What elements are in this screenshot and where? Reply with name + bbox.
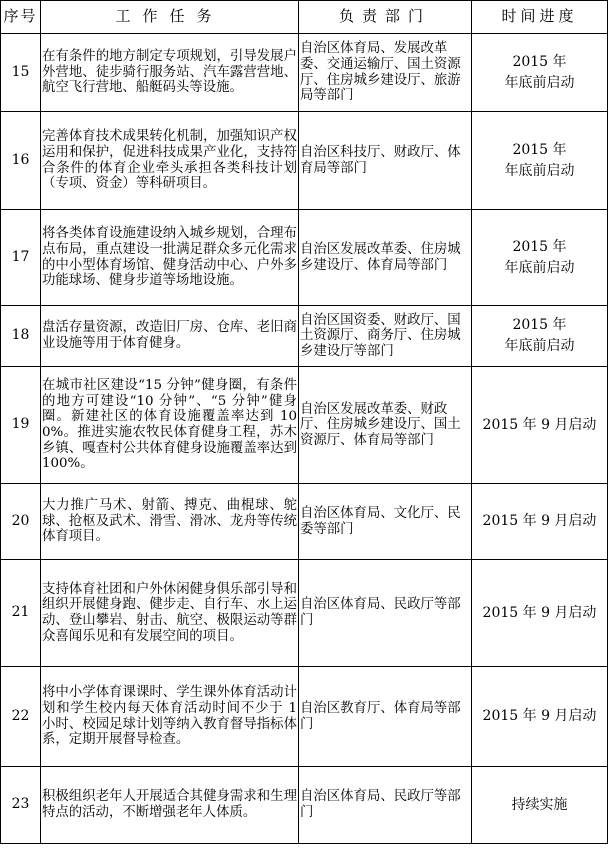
row-number: 17 bbox=[1, 210, 41, 306]
row-number: 19 bbox=[1, 367, 41, 484]
row-schedule: 2015 年 年底前启动 bbox=[472, 112, 608, 210]
table-header-row bbox=[1, 1, 608, 34]
row-schedule: 2015 年 9 月启动 bbox=[472, 367, 608, 484]
row-number: 22 bbox=[1, 667, 41, 767]
row-department: 自治区教育厅、体育局等部门 bbox=[299, 667, 472, 767]
row-number: 15 bbox=[1, 34, 41, 112]
row-task: 完善体育技术成果转化机制，加强知识产权运用和保护，促进科技成果产业化，支持符合条件的体育企业牵头承担各类科技计划（专项、资金）等科研项目。 bbox=[41, 112, 299, 210]
row-schedule: 2015 年 年底前启动 bbox=[472, 306, 608, 367]
row-number: 21 bbox=[1, 560, 41, 667]
table-row bbox=[1, 560, 608, 667]
row-department: 自治区发展改革委、住房城乡建设厅、体育局等部门 bbox=[299, 210, 472, 306]
table-row bbox=[1, 112, 608, 210]
table-row bbox=[1, 367, 608, 484]
table-row bbox=[1, 306, 608, 367]
row-department: 自治区体育局、发展改革委、交通运输厅、国土资源厅、住房城乡建设厅、旅游局等部门 bbox=[299, 34, 472, 112]
row-task: 支持体育社团和户外休闲健身俱乐部引导和组织开展健身跑、健步走、自行车、水上运动、登山攀岩、射击、航空、极限运动等群众喜闻乐见和有发展空间的项目。 bbox=[41, 560, 299, 667]
table-row bbox=[1, 210, 608, 306]
header-number: 序号 bbox=[1, 1, 41, 34]
row-department: 自治区科技厅、财政厅、体育局等部门 bbox=[299, 112, 472, 210]
row-schedule: 持续实施 bbox=[472, 767, 608, 844]
header-schedule: 时间进度 bbox=[472, 1, 608, 34]
row-task: 在有条件的地方制定专项规划，引导发展户外营地、徒步骑行服务站、汽车露营营地、航空飞行营地、船艇码头等设施。 bbox=[41, 34, 299, 112]
row-department: 自治区体育局、文化厅、民委等部门 bbox=[299, 484, 472, 560]
row-number: 18 bbox=[1, 306, 41, 367]
table-row bbox=[1, 767, 608, 844]
row-schedule: 2015 年 9 月启动 bbox=[472, 484, 608, 560]
row-department: 自治区体育局、民政厅等部门 bbox=[299, 560, 472, 667]
row-schedule: 2015 年 9 月启动 bbox=[472, 667, 608, 767]
table-row bbox=[1, 667, 608, 767]
row-department: 自治区发展改革委、财政厅、住房城乡建设厅、国土资源厅、体育局等部门 bbox=[299, 367, 472, 484]
header-task: 工作任务 bbox=[41, 1, 299, 34]
row-number: 16 bbox=[1, 112, 41, 210]
row-schedule: 2015 年 年底前启动 bbox=[472, 34, 608, 112]
row-task: 盘活存量资源，改造旧厂房、仓库、老旧商业设施等用于体育健身。 bbox=[41, 306, 299, 367]
row-task: 将中小学体育课课时、学生课外体育活动计划和学生校内每天体育活动时间不少于 1 小时、校园足球计划等纳入教育督导指标体系，定期开展督导检查。 bbox=[41, 667, 299, 767]
row-task: 积极组织老年人开展适合其健身需求和生理特点的活动，不断增强老年人体质。 bbox=[41, 767, 299, 844]
row-task: 大力推广马术、射箭、搏克、曲棍球、鸵球、抢枢及武术、滑雪、滑冰、龙舟等传统体育项目。 bbox=[41, 484, 299, 560]
row-number: 20 bbox=[1, 484, 41, 560]
row-schedule: 2015 年 9 月启动 bbox=[472, 560, 608, 667]
row-task: 将各类体育设施建设纳入城乡规划，合理布点布局，重点建设一批满足群众多元化需求的中小型体育场馆、健身活动中心、户外多功能球场、健身步道等场地设施。 bbox=[41, 210, 299, 306]
row-task: 在城市社区建设“15 分钟”健身圈，有条件的地方可建设“10 分钟”、“5 分钟”健身圈。新建社区的体育设施覆盖率达到 100%。推进实施农牧民体育健身工程，苏木乡镇、嘎查村公共体育健身设施覆盖率达到 100%。 bbox=[41, 367, 299, 484]
row-number: 23 bbox=[1, 767, 41, 844]
row-department: 自治区国资委、财政厅、国土资源厅、商务厅、住房城乡建设厅等部门 bbox=[299, 306, 472, 367]
row-schedule: 2015 年 年底前启动 bbox=[472, 210, 608, 306]
row-department: 自治区体育局、民政厅等部门 bbox=[299, 767, 472, 844]
table-row bbox=[1, 34, 608, 112]
header-department: 负责部门 bbox=[299, 1, 472, 34]
table-row bbox=[1, 484, 608, 560]
